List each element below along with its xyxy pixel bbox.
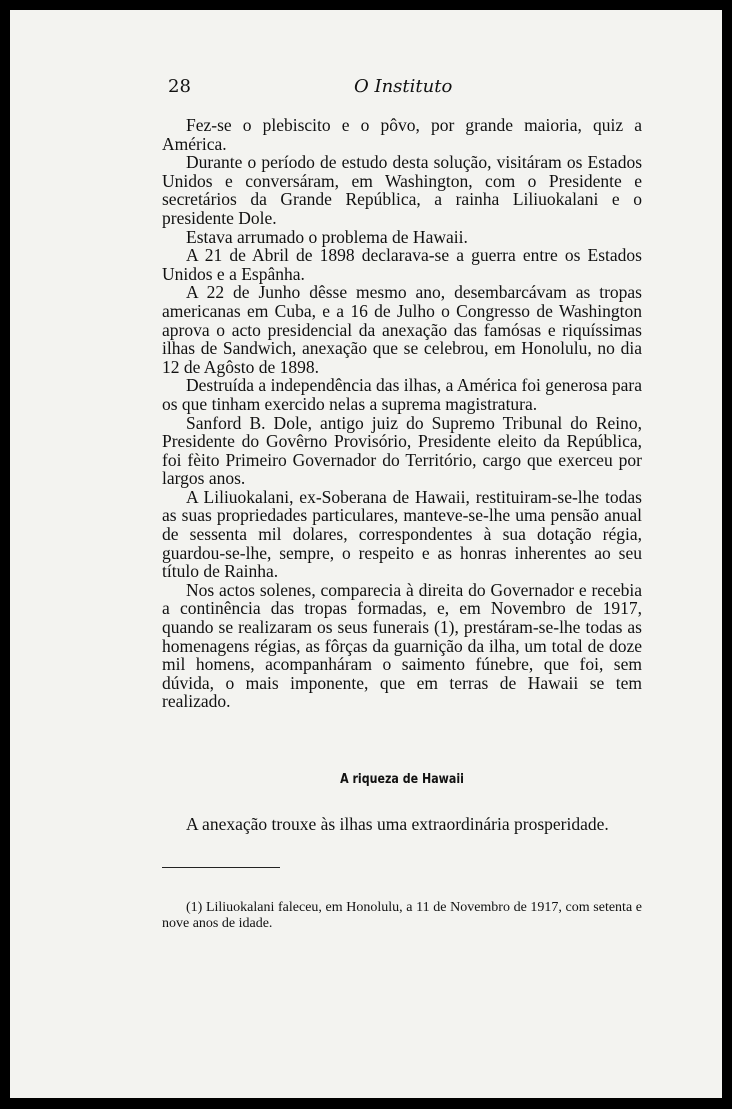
document-page (10, 10, 722, 1098)
page-header (10, 76, 722, 100)
body-text (162, 116, 642, 711)
section-body (162, 815, 642, 834)
section-heading: A riqueza de Hawaii (340, 772, 464, 787)
footnote-divider (162, 867, 280, 868)
paragraph: Estava arrumado o problema de Hawaii. (186, 226, 468, 247)
paragraph: Sanford B. Dole, antigo juiz do Supremo Tribunal do Reino, Presidente do Govêrno Provisório, Presidente eleito da República, foi fèito Primeiro Governador do Território, cargo que exerceu por largos anos. (162, 412, 642, 489)
paragraph: A 22 de Junho dêsse mesmo ano, desembarcávam as tropas americanas em Cuba, e a 16 de Julho o Congresso de Washington aprova o acto presidencial da anexação das famósas e riquíssimas ilhas de Sandwich, anexação que se celebrou, em Honolulu, no dia 12 de Agôsto de 1898. (162, 282, 642, 377)
paragraph: Destruída a independência das ilhas, a América foi generosa para os que tinham exercido nelas a suprema magistratura. (162, 375, 642, 414)
paragraph: A anexação trouxe às ilhas uma extraordinária prosperidade. (186, 814, 609, 834)
paragraph: A 21 de Abril de 1898 declarava-se a guerra entre os Estados Unidos e a Espânha. (162, 245, 642, 284)
running-title: O Instituto (354, 76, 453, 97)
paragraph: Fez-se o plebiscito e o pôvo, por grande maioria, quiz a América. (162, 115, 642, 154)
page-number: 28 (168, 76, 191, 97)
paragraph: Durante o período de estudo desta solução, visitáram os Estados Unidos e conversáram, em Washington, com o Presidente e secretários da Grande República, a rainha Liliuokalani e o presidente Dole. (162, 152, 642, 228)
footnote-text: (1) Liliuokalani faleceu, em Honolulu, a 11 de Novembro de 1917, com setenta e nove anos de idade. (162, 900, 642, 931)
paragraph: A Liliuokalani, ex-Soberana de Hawaii, restituiram-se-lhe todas as suas propriedades particulares, manteve-se-lhe uma pensão anual de sessenta mil dolares, correspondentes à sua dotação régia, guardou-se-lhe, sempre, o respeito e as honras inherentes ao seu título de Rainha. (162, 486, 642, 582)
footnote (162, 900, 642, 931)
paragraph: Nos actos solenes, comparecia à direita do Governador e recebia a continência das tropas formadas, e, em Novembro de 1917, quando se realizaram os seus funerais (1), prestáram-se-lhe todas as homenagens régias, as fôrças da guarnição da ilha, um total de doze mil homens, acompanháram o saimento fúnebre, que foi, sem dúvida, o mais imponente, que em terras de Hawaii se tem realizado. (162, 579, 642, 712)
